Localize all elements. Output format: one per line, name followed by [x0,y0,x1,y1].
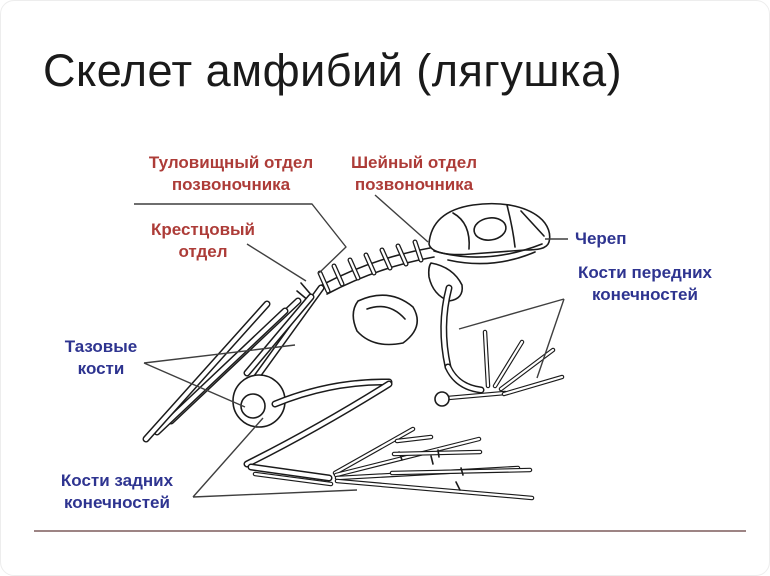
pointer-cervical-spine [375,195,428,242]
sternum [353,295,417,344]
far-hind-foot [392,392,530,475]
skull-bones [429,204,550,264]
bottom-divider [34,530,746,532]
vertebrae [320,242,421,291]
near-hindlimb [247,382,532,498]
label-sacral-section: Крестцовый отдел [150,220,256,261]
label-cervical-spine: Шейный отдел позвоночника [350,153,478,194]
label-pelvic-bones: Тазовые кости [64,337,138,378]
label-skull: Череп [575,229,627,248]
label-trunk-spine: Туловищный отдел позвоночника [148,153,314,194]
pointer-forelimb-bones [459,299,564,378]
label-forelimb-bones: Кости передних конечностей [577,263,713,304]
forelimb [444,288,562,394]
label-hindlimb-bones: Кости задних конечностей [60,471,174,512]
page-title: Скелет амфибий (лягушка) [43,45,623,96]
